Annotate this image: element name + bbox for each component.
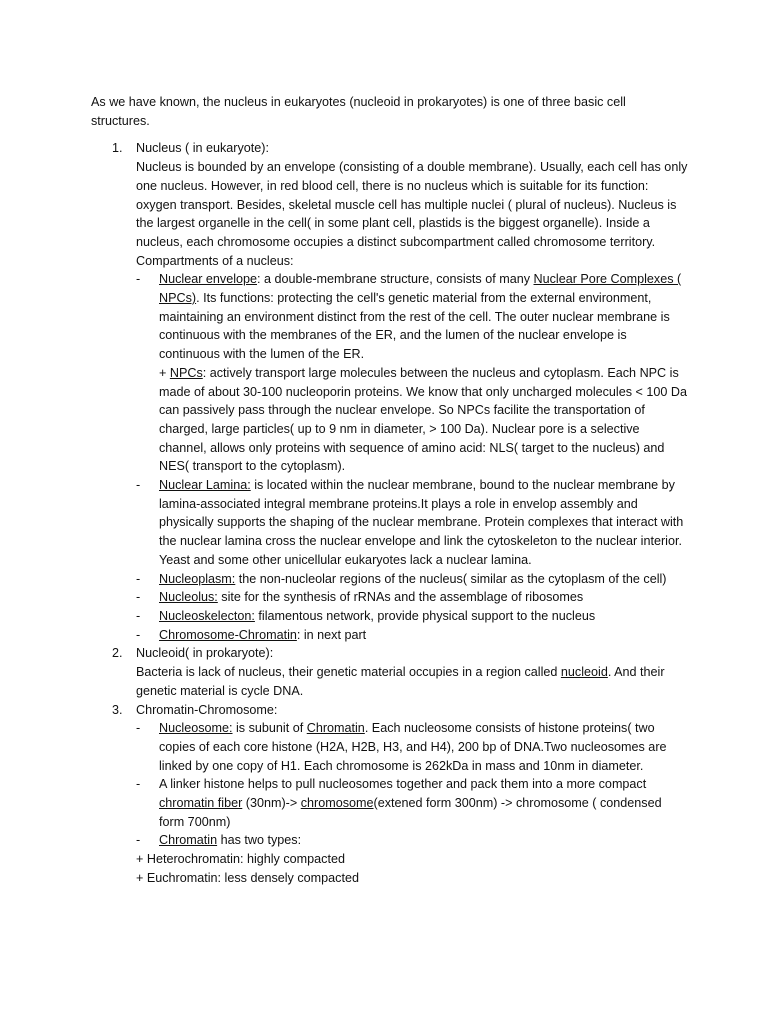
term-npcs-short: NPCs [169,365,203,380]
term-nucleoskelecton: Nucleoskelecton: [159,608,255,623]
chromatin-type-euchromatin: + Euchromatin: less densely compacted [136,870,359,885]
term-chromatin-types: Chromatin [159,833,218,848]
term-nucleoplasm: Nucleoplasm: [159,571,236,586]
term-nuclear-envelope: Nuclear envelope [159,272,258,287]
list-item-nuclear-envelope [136,270,688,476]
section-title: Nucleus ( in eukaryote): [136,141,269,156]
section-list [91,139,688,887]
chromatin-list [136,719,688,850]
list-item-chromatin-types [136,831,688,850]
compartments-heading: Compartments of a nucleus: [136,253,294,268]
item-text: site for the synthesis of rRNAs and the assemblage of ribosomes [217,590,584,605]
item-text: : actively transport large molecules between the nucleus and cytoplasm. Each NPC is made of about 30-100 nucleoporin proteins. We know that only uncharged molecules < 100 Da can passively pass through the nuclear envelope. So NPCs facilite the transportation of charged, large particles( up to 9 nm in diameter, > 100 Da). Nuclear pore is a selective channel, allows only proteins with sequence of amino acid: NLS( target to the nucleus) and NES( transport to the cytoplasm). [159,365,687,474]
term-chromatin-fiber: chromatin fiber [159,796,243,811]
list-item-linker-histone [136,775,688,831]
dash-marker: - [136,627,141,642]
dash-marker: - [136,272,141,287]
section-nucleoid [91,644,688,700]
section-number: 3. [112,702,123,717]
dash-marker: - [136,777,141,792]
term-chromosome: chromosome [300,796,374,811]
chromatin-type-heterochromatin: + Heterochromatin: highly compacted [136,852,345,867]
dash-marker: - [136,571,141,586]
section-number: 2. [112,646,123,661]
nucleoid-paragraph [136,663,688,700]
item-text: is subunit of [232,721,307,736]
term-chromatin: Chromatin [306,721,365,736]
plus-marker: + [159,365,170,380]
section-number: 1. [112,141,123,156]
section-title: Chromatin-Chromosome: [136,702,278,717]
dash-marker: - [136,608,141,623]
item-text: the non-nucleolar regions of the nucleus( similar as the cytoplasm of the cell) [235,571,667,586]
item-text: has two types: [217,833,302,848]
item-text: (30nm)-> [242,796,301,811]
section-title: Nucleoid( in prokaryote): [136,646,274,661]
list-item-nuclear-lamina [136,476,688,570]
intro-paragraph: As we have known, the nucleus in eukaryotes (nucleoid in prokaryotes) is one of three basic cell structures. [91,95,626,128]
dash-marker: - [136,590,141,605]
section-chromatin-chromosome [91,701,688,888]
item-text: : a double-membrane structure, consists of many [257,272,534,287]
list-item-nucleosome [136,719,688,775]
list-item-chromosome-chromatin [136,626,688,645]
dash-marker: - [136,721,141,736]
list-item-nucleoskelecton [136,607,688,626]
item-text: is located within the nuclear membrane, bound to the nuclear membrane by lamina-associated integral membrane proteins.It plays a role in envelop assembly and physically supports the shaping of the nuclear membrane. Protein complexes that interact with the nuclear lamina cross the nuclear envelope and link the cytoskeleton to the nuclear interior. Yeast and some other unicellular eukaryotes lack a nuclear lamina. [159,478,684,567]
term-nuclear-lamina: Nuclear Lamina: [159,478,251,493]
term-npcs: Nuclear Pore Complexes ( NPCs) [159,272,682,306]
item-text: . Its functions: protecting the cell's genetic material from the external environment, maintaining an environment distinct from the rest of the cell. The outer nuclear membrane is continuous with the membranes of the ER, and the lumen of the nuclear envelope is continuous with the lumen of the ER. [159,291,670,362]
item-text: . And their genetic material is cycle DNA. [136,665,665,698]
list-item-nucleoplasm [136,570,688,589]
item-text: : in next part [296,627,367,642]
term-nucleoid: nucleoid [560,665,608,680]
npcs-subitem [159,364,688,476]
item-text: . Each nucleosome consists of histone proteins( two copies of each core histone (H2A, H2B, H3, and H4), 200 bp of DNA.Two nucleosomes are linked by one copy of H1. Each chromosome is 262kDa in mass and 10nm in diameter. [159,721,667,773]
item-text: Bacteria is lack of nucleus, their genetic material occupies in a region called [136,665,561,680]
compartments-list [136,270,688,644]
nucleus-paragraph: Nucleus is bounded by an envelope (consisting of a double membrane). Usually, each cell has only one nucleus. However, in red blood cell, there is no nucleus which is suitable for its function: oxygen transport. Besides, skeletal muscle cell has multiple nuclei ( plural of nucleus). Nucleus is the largest organelle in the cell( in some plant cell, plastids is the biggest organelle). Inside a nucleus, each chromosome occupies a distinct subcompartment called chromosome territory. [136,160,688,249]
list-item-nucleolus [136,588,688,607]
item-text: A linker histone helps to pull nucleosomes together and pack them into a more compact [159,777,647,792]
term-chromosome-chromatin: Chromosome-Chromatin [159,627,297,642]
term-nucleosome: Nucleosome: [159,721,233,736]
dash-marker: - [136,478,141,493]
item-text: filamentous network, provide physical support to the nucleus [254,608,596,623]
item-text: (extened form 300nm) -> chromosome ( condensed form 700nm) [159,796,662,829]
section-nucleus [91,139,688,644]
term-nucleolus: Nucleolus: [159,590,218,605]
dash-marker: - [136,833,141,848]
